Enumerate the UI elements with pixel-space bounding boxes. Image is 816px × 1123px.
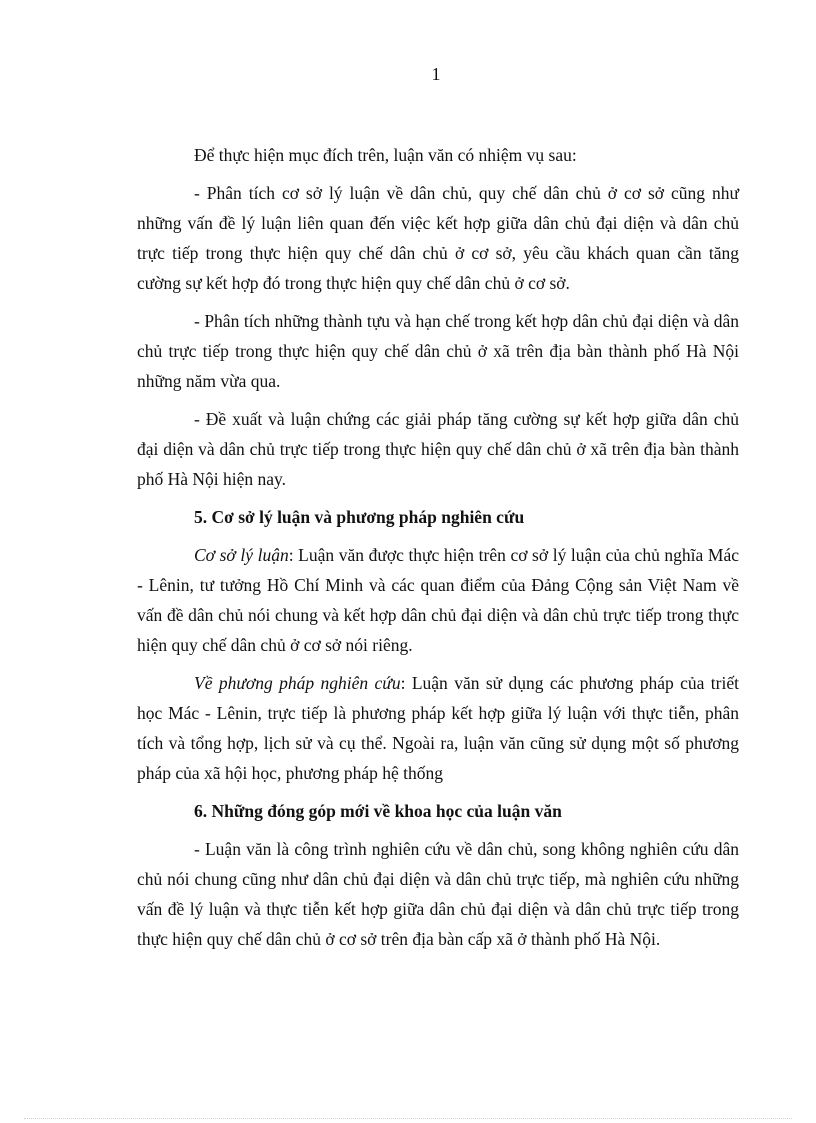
paragraph-intro: Để thực hiện mục đích trên, luận văn có nhiệm vụ sau: — [194, 145, 577, 165]
section-heading-5: 5. Cơ sở lý luận và phương pháp nghiên cứu — [194, 507, 525, 527]
section-heading-6: 6. Những đóng góp mới về khoa học của luận văn — [194, 801, 562, 821]
paragraph-methods — [137, 668, 739, 788]
theoretical-basis-label: Cơ sở lý luận — [194, 545, 289, 565]
theoretical-basis-text: : Luận văn được thực hiện trên cơ sở lý luận của chủ nghĩa Mác - Lênin, tư tưởng Hồ Chí Minh và các quan điểm của Đảng Cộng sản Việt Nam về vấn đề dân chủ nói chung và kết hợp dân chủ đại diện và dân chủ trực tiếp trong thực hiện quy chế dân chủ ở cơ sở nói riêng. — [137, 545, 739, 655]
paragraph-task-1: - Phân tích cơ sở lý luận về dân chủ, quy chế dân chủ ở cơ sở cũng như những vấn đề lý luận liên quan đến việc kết hợp giữa dân chủ đại diện và dân chủ trực tiếp trong thực hiện quy chế dân chủ ở cơ sở, yêu cầu khách quan cần tăng cường sự kết hợp đó trong thực hiện quy chế dân chủ ở cơ sở. — [137, 183, 739, 293]
document-body — [137, 140, 739, 962]
paragraph-theoretical-basis — [137, 540, 739, 660]
methods-label: Về phương pháp nghiên cứu — [194, 673, 401, 693]
paragraph-contribution: - Luận văn là công trình nghiên cứu về dân chủ, song không nghiên cứu dân chủ nói chung cũng như dân chủ đại diện và dân chủ trực tiếp, mà nghiên cứu những vấn đề lý luận và thực tiễn kết hợp giữa dân chủ đại diện và dân chủ trực tiếp trong thực hiện quy chế dân chủ ở cơ sở trên địa bàn cấp xã ở thành phố Hà Nội. — [137, 839, 739, 949]
methods-text: : Luận văn sử dụng các phương pháp của triết học Mác - Lênin, trực tiếp là phương pháp kết hợp giữa lý luận với thực tiễn, phân tích và tổng hợp, lịch sử và cụ thể. Ngoài ra, luận văn cũng sử dụng một số phương pháp của xã hội học, phương pháp hệ thống — [137, 673, 739, 783]
page-bottom-divider — [24, 1118, 792, 1119]
paragraph-task-2: - Phân tích những thành tựu và hạn chế trong kết hợp dân chủ đại diện và dân chủ trực tiếp trong thực hiện quy chế dân chủ ở xã trên địa bàn thành phố Hà Nội những năm vừa qua. — [137, 311, 739, 391]
page-number: 1 — [431, 64, 441, 84]
paragraph-task-3: - Đề xuất và luận chứng các giải pháp tăng cường sự kết hợp giữa dân chủ đại diện và dân chủ trực tiếp trong thực hiện quy chế dân chủ ở xã trên địa bàn thành phố Hà Nội hiện nay. — [137, 409, 739, 489]
